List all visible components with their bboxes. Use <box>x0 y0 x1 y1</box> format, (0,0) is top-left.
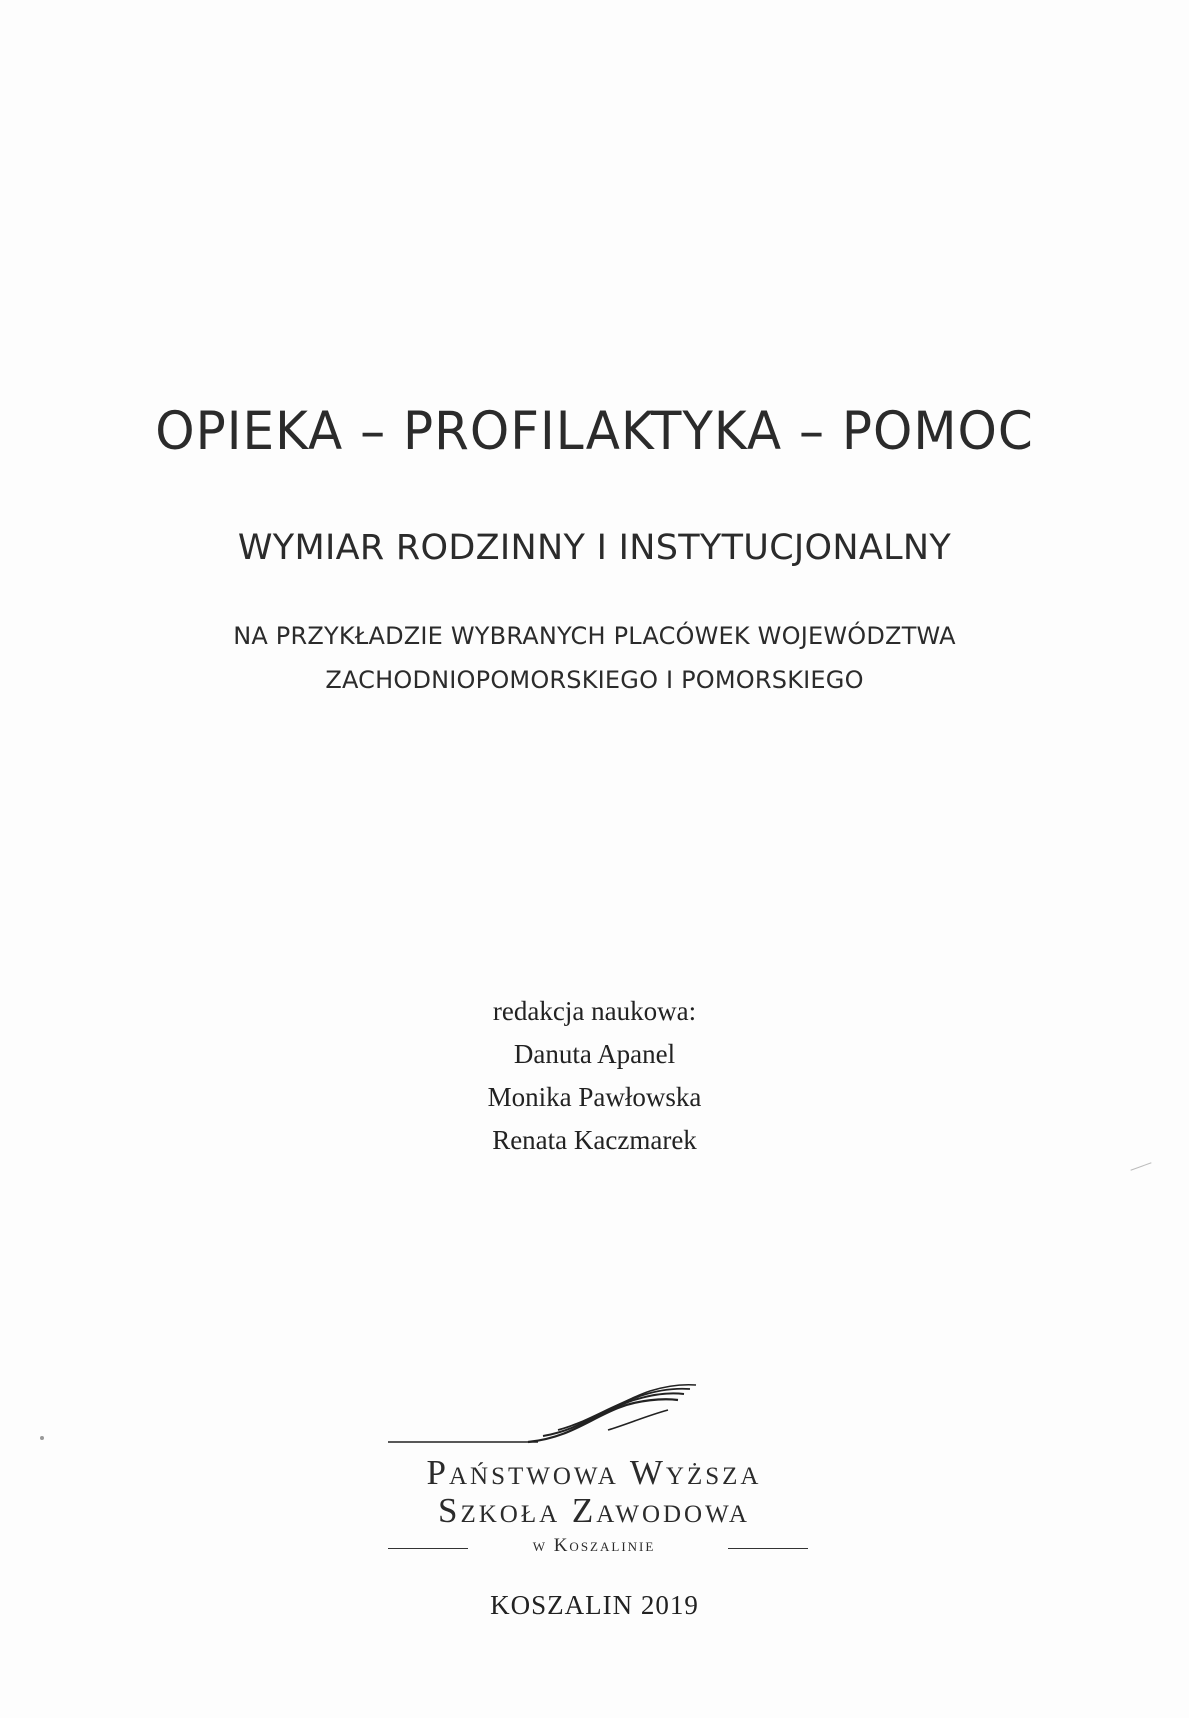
publisher-name-line-1: Państwowa Wyższa <box>426 1453 762 1492</box>
divider <box>728 1548 808 1549</box>
book-description-line-1: NA PRZYKŁADZIE WYBRANYCH PLACÓWEK WOJEWÓDZTWA <box>233 622 956 650</box>
editors-heading: redakcja naukowa: <box>492 996 697 1026</box>
place-and-year: KOSZALIN 2019 <box>490 1590 699 1620</box>
publisher-logo <box>378 1380 810 1570</box>
editor-name: Danuta Apanel <box>513 1039 676 1069</box>
publisher-location: w Koszalinie <box>532 1535 656 1556</box>
editor-name: Monika Pawłowska <box>487 1082 702 1112</box>
publisher-name-line-2: Szkoła Zawodowa <box>438 1491 750 1530</box>
book-description-line-2: ZACHODNIOPOMORSKIEGO I POMORSKIEGO <box>325 666 864 694</box>
book-title: OPIEKA – PROFILAKTYKA – POMOC <box>155 400 1034 462</box>
editors-block <box>0 990 1189 1162</box>
scan-speck <box>40 1436 44 1440</box>
book-subtitle: WYMIAR RODZINNY I INSTYTUCJONALNY <box>237 528 952 568</box>
editor-name: Renata Kaczmarek <box>492 1125 697 1155</box>
wave-emblem-icon <box>378 1380 810 1450</box>
scan-speck <box>1130 1162 1151 1170</box>
